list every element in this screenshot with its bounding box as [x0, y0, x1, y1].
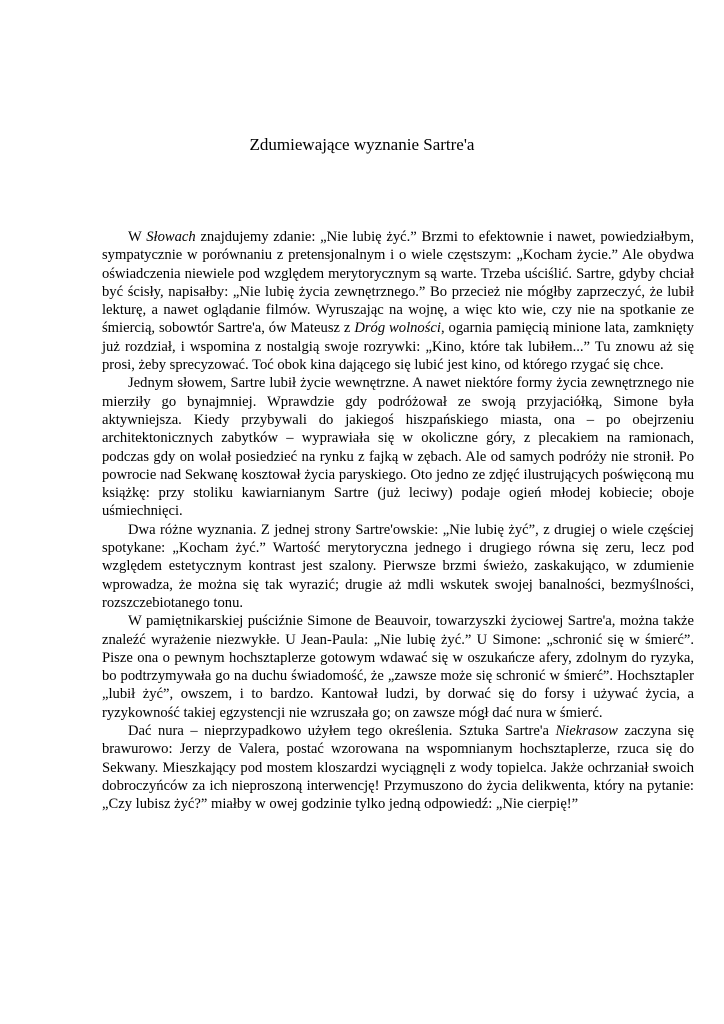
paragraph	[102, 722, 694, 813]
italic-title: Dróg wolności	[354, 320, 441, 337]
text-run: znajdujemy zdanie: „Nie lubię żyć.” Brzmi to efektownie i nawet, powiedziałbym, sympatycznie w porównaniu z pretensjonalnym i o wiele częstszym: „Kocham życie.” Ale obydwa oświadczenia niewiele pod względem merytorycznym są warte. Trzeba uściślić. Sartre, gdyby chciał być ścisły, napisałby: „Nie lubię życia zewnętrznego.” Bo przecież nie mógłby zaprzeczyć, że lubił lekturę, a nawet oglądanie filmów. Wyruszając na wojnę, a więc kto wie, czy nie na spotkanie ze śmiercią, sobowtór Sartre'a, ów Mateusz z	[102, 229, 694, 337]
italic-title: Niekrasow	[555, 723, 618, 740]
text-run: zaczyna się brawurowo: Jerzy de Valera, postać wzorowana na wspomnianym hochsztaplerze, rzuca się do Sekwany. Mieszkający pod mostem kloszardzi wyciągnęli z wody topielca. Jakże ochrzaniał swoich dobroczyńców za ich nieproszoną interwencję! Przymuszono do życia delikwenta, który na pytanie: „Czy lubisz żyć?” miałby w owej godzinie tylko jedną odpowiedź: „Nie cierpię!”	[102, 723, 694, 813]
paragraph	[102, 521, 694, 612]
document-title: Zdumiewające wyznanie Sartre'a	[249, 135, 475, 154]
text-run: W	[128, 229, 147, 245]
text-run: Dwa różne wyznania. Z jednej strony Sartre'owskie: „Nie lubię żyć”, z drugiej o wiele częściej spotykane: „Kocham żyć.” Wartość merytoryczna jednego i drugiego równa się zeru, lecz pod względem estetycznym kontrast jest szalony. Pierwsze brzmi świeżo, zaskakująco, w zdumienie wprowadza, że można się tak wyrazić; drugie aż mdli wskutek swojej banalności, bezmyślności, rozszczebiotanego tonu.	[102, 521, 694, 611]
text-run: Jednym słowem, Sartre lubił życie wewnętrzne. A nawet niektóre formy życia zewnętrznego nie mierziły go bynajmniej. Wprawdzie gdy podróżował ze swoją przyjaciółką, Simone była aktywniejsza. Kiedy przybywali do jakiegoś hiszpańskiego miasta, ona – po obejrzeniu architektonicznych zabytków – wyprawiała się w okoliczne góry, z plecakiem na ramionach, podczas gdy on wolał posiedzieć na rynku z fajką w zębach. Ale od samych podróży nie stronił. Po powrocie nad Sekwanę kosztował życia paryskiego. Oto jedno ze zdjęć ilustrujących poświęconą mu książkę: przy stoliku kawiarnianym Sartre (już leciwy) podaje ogień młodej kobiecie; oboje uśmiechnięci.	[102, 375, 694, 520]
document-body	[102, 228, 694, 814]
paragraph	[102, 374, 694, 520]
italic-title: Słowach	[146, 229, 196, 245]
text-run: Dać nura – nieprzypadkowo użyłem tego określenia. Sztuka Sartre'a	[128, 723, 556, 740]
paragraph	[102, 612, 694, 722]
paragraph	[102, 228, 694, 374]
text-run: W pamiętnikarskiej puściźnie Simone de Beauvoir, towarzyszki życiowej Sartre'a, można także znaleźć wyrażenie niezwykłe. U Jean-Paula: „Nie lubię żyć.” U Simone: „schronić się w śmierć”. Pisze ona o pewnym hochsztaplerze gotowym wdawać się w oszukańcze afery, zdolnym do ryzyka, bo podtrzymywała go na duchu świadomość, że „zawsze może się schronić w śmierć”. Hochsztapler „lubił żyć”, owszem, i to bardzo. Kantował ludzi, by dorwać się do forsy i używać życia, a ryzykowność takiej egzystencji nie wzruszała go; on zawsze mógł dać nura w śmierć.	[102, 613, 694, 721]
text-run: , ogarnia pamięcią minione lata, zamknięty już rozdział, i wspomina z nostalgią swoje rozrywki: „Kino, które tak lubiłem...” Tu znowu aż się prosi, żeby sprecyzować. Toć obok kina dającego się lubić jest kino, od którego rzygać się chce.	[102, 320, 694, 374]
